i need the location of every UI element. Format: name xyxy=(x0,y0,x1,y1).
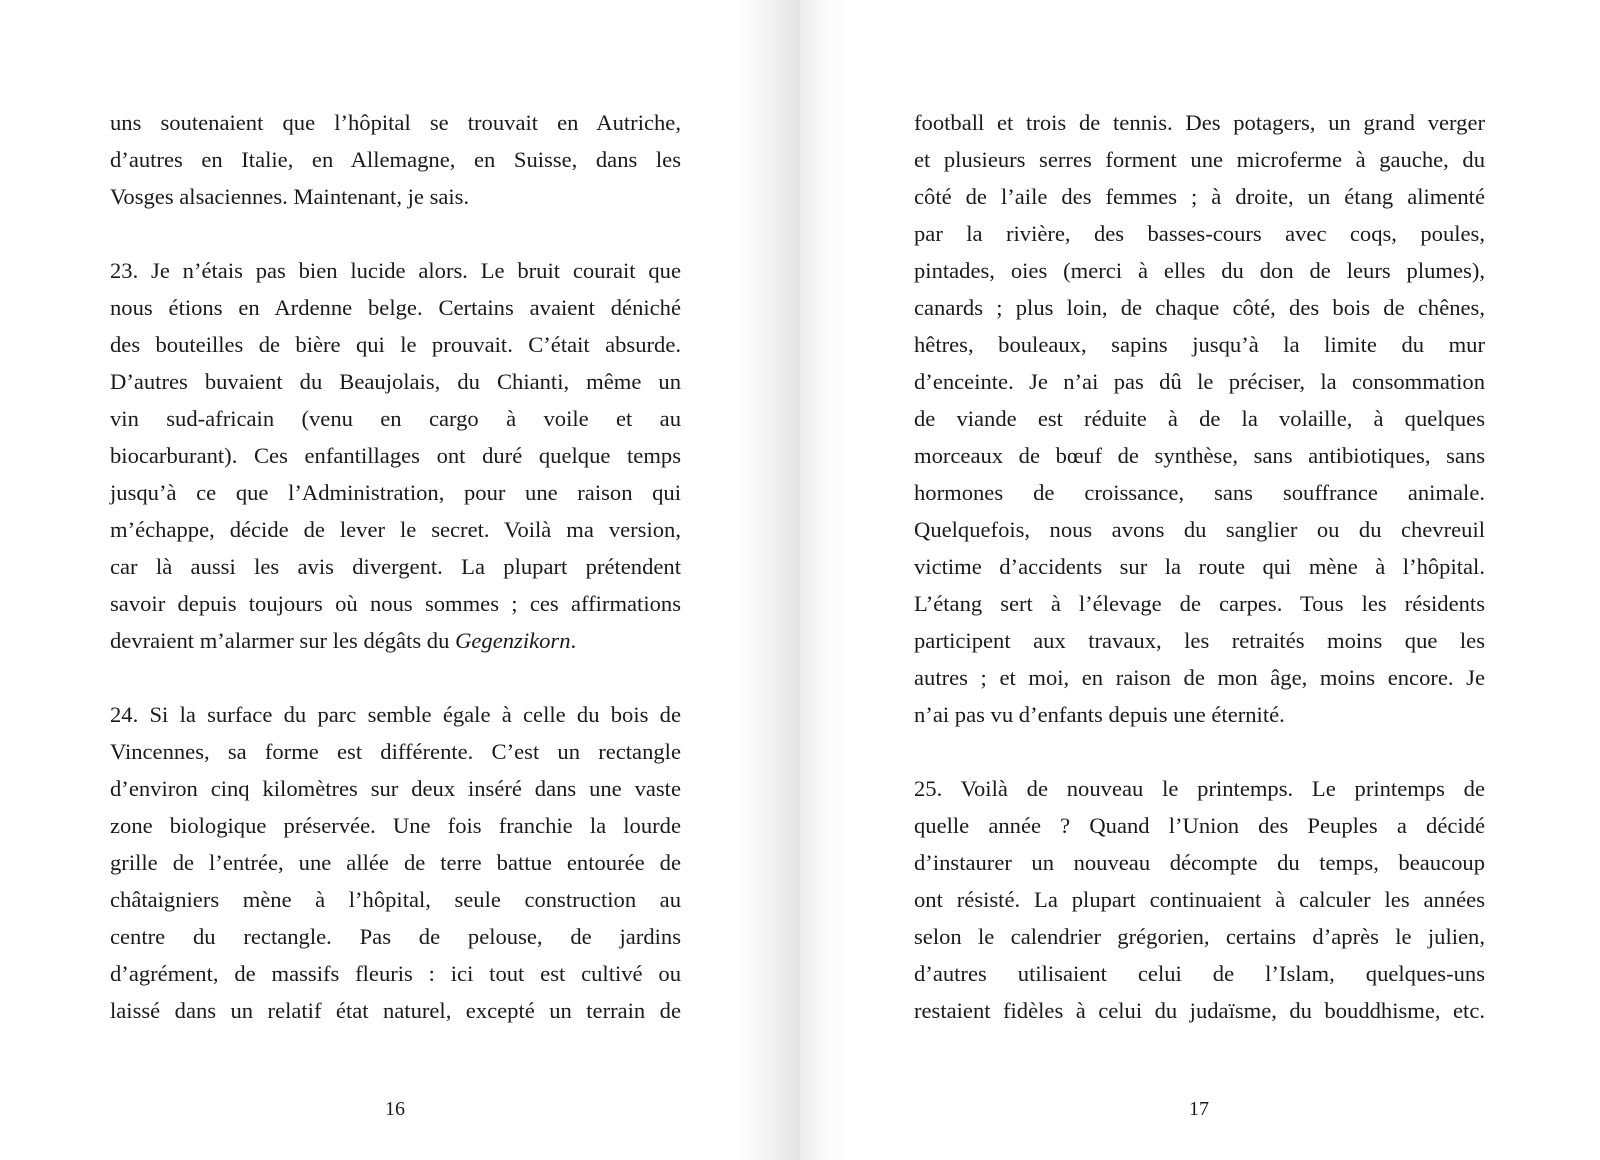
text-line: hormones de croissance, sans souffrance animale. xyxy=(914,480,1485,505)
text-line: n’ai pas vu d’enfants depuis une éternité. xyxy=(914,702,1285,727)
text-line: quelle année ? Quand l’Union des Peuples a décidé xyxy=(914,813,1485,838)
text-line: morceaux de bœuf de synthèse, sans antibiotiques, sans xyxy=(914,443,1485,468)
text-line: côté de l’aile des femmes ; à droite, un étang alimenté xyxy=(914,184,1485,209)
text-line: hêtres, bouleaux, sapins jusqu’à la limite du mur xyxy=(914,332,1485,357)
text-line: selon le calendrier grégorien, certains d’après le julien, xyxy=(914,924,1485,949)
italic-term: Gegenzikorn xyxy=(455,628,571,653)
text-line: jusqu’à ce que l’Administration, pour une raison qui xyxy=(110,480,681,505)
text-line: uns soutenaient que l’hôpital se trouvait en Autriche, xyxy=(110,110,681,135)
text-line: Vosges alsaciennes. Maintenant, je sais. xyxy=(110,184,470,209)
text-line: Vincennes, sa forme est différente. C’est un rectangle xyxy=(110,739,681,764)
text-line: victime d’accidents sur la route qui mène à l’hôpital. xyxy=(914,554,1485,579)
text-line: châtaigniers mène à l’hôpital, seule construction au xyxy=(110,887,681,912)
right-page-text xyxy=(914,104,1485,1029)
text-line: d’agrément, de massifs fleuris : ici tout est cultivé ou xyxy=(110,961,681,986)
text-line: autres ; et moi, en raison de mon âge, moins encore. Je xyxy=(914,665,1485,690)
text-line xyxy=(110,622,681,659)
page-number-left: 16 xyxy=(385,1098,405,1120)
text-line: d’autres en Italie, en Allemagne, en Suisse, dans les xyxy=(110,147,681,172)
text-line: m’échappe, décide de lever le secret. Voilà ma version, xyxy=(110,517,681,542)
text-line: par la rivière, des basses-cours avec coqs, poules, xyxy=(914,221,1485,246)
text-line: centre du rectangle. Pas de pelouse, de jardins xyxy=(110,924,681,949)
text-line: participent aux travaux, les retraités moins que les xyxy=(914,628,1485,653)
text-line: d’instaurer un nouveau décompte du temps, beaucoup xyxy=(914,850,1485,875)
text-run: devraient m’alarmer sur les dégâts du xyxy=(110,628,456,653)
text-line: zone biologique préservée. Une fois franchie la lourde xyxy=(110,813,681,838)
paragraph-24 xyxy=(110,696,681,1029)
text-line: 23. Je n’étais pas bien lucide alors. Le bruit courait que xyxy=(110,258,681,283)
text-line: et plusieurs serres forment une microferme à gauche, du xyxy=(914,147,1485,172)
text-line: de viande est réduite à de la volaille, à quelques xyxy=(914,406,1485,431)
text-line: d’autres utilisaient celui de l’Islam, quelques-uns xyxy=(914,961,1485,986)
page-number-right: 17 xyxy=(1189,1098,1209,1120)
text-line: vin sud-africain (venu en cargo à voile et au xyxy=(110,406,681,431)
text-run: . xyxy=(570,628,577,653)
text-line: des bouteilles de bière qui le prouvait. C’était absurde. xyxy=(110,332,681,357)
text-line: biocarburant). Ces enfantillages ont duré quelque temps xyxy=(110,443,681,468)
text-line: d’enceinte. Je n’ai pas dû le préciser, la consommation xyxy=(914,369,1485,394)
text-line: d’environ cinq kilomètres sur deux inséré dans une vaste xyxy=(110,776,681,801)
right-page xyxy=(800,0,1600,1160)
text-line: D’autres buvaient du Beaujolais, du Chianti, même un xyxy=(110,369,681,394)
text-line: pintades, oies (merci à elles du don de leurs plumes), xyxy=(914,258,1485,283)
text-line: laissé dans un relatif état naturel, excepté un terrain de xyxy=(110,998,681,1023)
text-line: car là aussi les avis divergent. La plupart prétendent xyxy=(110,554,681,579)
text-line: 24. Si la surface du parc semble égale à celle du bois de xyxy=(110,702,681,727)
text-line: football et trois de tennis. Des potagers, un grand verger xyxy=(914,110,1485,135)
text-line: savoir depuis toujours où nous sommes ; ces affirmations xyxy=(110,591,681,616)
text-line: canards ; plus loin, de chaque côté, des bois de chênes, xyxy=(914,295,1485,320)
text-line: 25. Voilà de nouveau le printemps. Le printemps de xyxy=(914,776,1485,801)
text-line: L’étang sert à l’élevage de carpes. Tous les résidents xyxy=(914,591,1485,616)
text-line: nous étions en Ardenne belge. Certains avaient déniché xyxy=(110,295,681,320)
text-line: grille de l’entrée, une allée de terre battue entourée de xyxy=(110,850,681,875)
paragraph xyxy=(914,104,1485,733)
text-line: restaient fidèles à celui du judaïsme, du bouddhisme, etc. xyxy=(914,998,1485,1023)
text-line: Quelquefois, nous avons du sanglier ou du chevreuil xyxy=(914,517,1485,542)
paragraph-25 xyxy=(914,770,1485,1029)
paragraph-23 xyxy=(110,252,681,659)
paragraph xyxy=(110,104,681,215)
left-page-text xyxy=(110,104,681,1029)
text-line: ont résisté. La plupart continuaient à calculer les années xyxy=(914,887,1485,912)
